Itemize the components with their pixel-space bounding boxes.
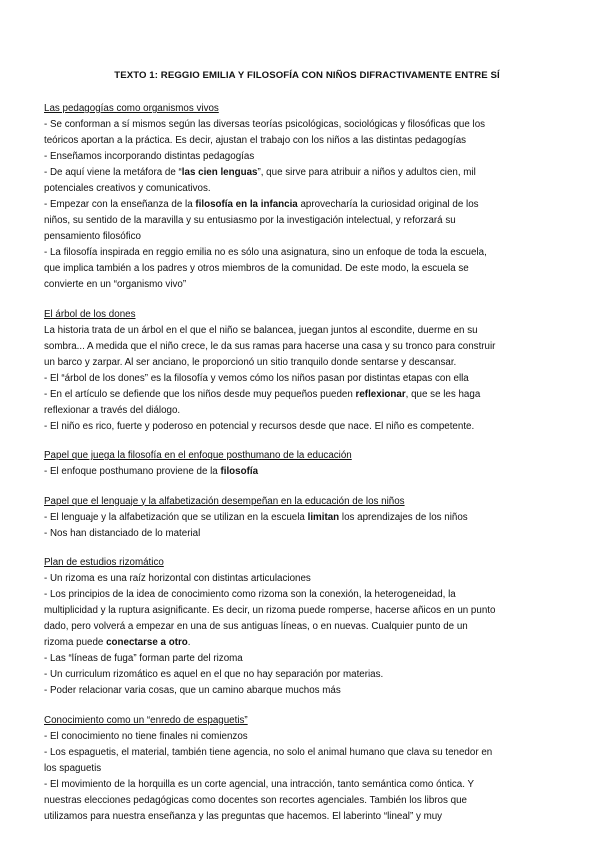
text-segment: rizoma puede	[44, 637, 107, 648]
bold-text: filosofía	[220, 466, 259, 477]
text-segment: - La filosofía inspirada en reggio emilia no es sólo una asignatura, sino un enfoque de toda la escuela,	[44, 247, 487, 258]
text-segment: teóricos aportan a la práctica. Es decir, ajustan el trabajo con los niños a las distintas pedagogías	[44, 135, 467, 146]
bold-text: filosofía en la infancia	[195, 199, 298, 210]
text-segment: - Un rizoma es una raíz horizontal con distintas articulaciones	[44, 573, 311, 584]
text-line	[44, 635, 570, 651]
text-line	[44, 229, 570, 245]
text-line	[44, 387, 570, 403]
text-segment: niños, su sentido de la maravilla y su entusiasmo por la investigación intelectual, y reforzará su	[44, 215, 456, 226]
text-segment: - De aquí viene la metáfora de “	[44, 167, 182, 178]
text-segment: sombra... A medida que el niño crece, le da sus ramas para hacerse una casa y su tronco para construir	[44, 340, 496, 352]
text-segment: - Las “líneas de fuga” forman parte del rizoma	[44, 653, 243, 664]
text-segment: - Se conforman a sí mismos según las diversas teorías psicológicas, sociológicas y filosóficas que los	[44, 119, 486, 130]
text-segment: - Enseñamos incorporando distintas pedagogías	[44, 151, 255, 162]
text-line	[44, 761, 570, 777]
section	[44, 494, 570, 542]
bold-text: limitan	[307, 511, 340, 523]
text-line	[44, 181, 570, 197]
text-segment: La historia trata de un árbol en el que el niño se balancea, juegan juntos al escondite, duerme en su	[44, 324, 478, 336]
text-line	[44, 355, 570, 371]
text-line	[44, 651, 570, 667]
text-line	[44, 526, 570, 542]
text-line	[44, 149, 570, 165]
document-body	[44, 101, 570, 825]
text-line	[44, 464, 570, 480]
text-segment: - Los espaguetis, el material, también tiene agencia, no solo el animal humano que clava su tenedor en	[44, 746, 493, 758]
section	[44, 448, 570, 480]
text-segment: - El niño es rico, fuerte y poderoso en potencial y recursos desde que nace. El niño es competente.	[44, 420, 475, 432]
text-segment: - Nos han distanciado de lo material	[44, 527, 201, 539]
text-line	[44, 683, 570, 699]
section	[44, 101, 570, 293]
text-segment: potenciales creativos y comunicativos.	[44, 183, 211, 194]
section-heading: Papel que el lenguaje y la alfabetización desempeñan en la educación de los niños	[44, 495, 405, 507]
text-segment: los aprendizajes de los niños	[339, 511, 468, 523]
text-line	[44, 619, 570, 635]
text-line	[44, 323, 570, 339]
text-segment: ”, que sirve para atribuir a niños y adultos cien, mil	[257, 167, 476, 178]
text-segment: - En el artículo se defiende que los niños desde muy pequeños pueden	[44, 388, 356, 400]
text-line	[44, 793, 570, 809]
text-line	[44, 777, 570, 793]
text-segment: - El enfoque posthumano proviene de la	[44, 466, 221, 477]
text-line	[44, 571, 570, 587]
text-segment: - El movimiento de la horquilla es un corte agencial, una intracción, tanto semántica como óntica. Y	[44, 778, 475, 790]
text-line	[44, 277, 570, 293]
text-segment: utilizamos para nuestra enseñanza y las preguntas que hacemos. El laberinto “lineal” y muy	[44, 810, 443, 822]
section	[44, 555, 570, 699]
text-segment: nuestras elecciones pedagógicas como docentes son recortes agenciales. También los libros que	[44, 794, 467, 806]
text-line	[44, 419, 570, 435]
section	[44, 713, 570, 825]
text-segment: .	[187, 637, 191, 648]
text-segment: - El “árbol de los dones” es la filosofía y vemos cómo los niños pasan por distintas etapas con ella	[44, 372, 469, 384]
text-line	[44, 745, 570, 761]
text-segment: - Un curriculum rizomático es aquel en el que no hay separación por materias.	[44, 669, 384, 680]
text-segment: multiplicidad y la ruptura asignificante. Es decir, un rizoma puede romperse, hacerse añicos en un punto	[44, 605, 496, 616]
section-heading: El árbol de los dones	[44, 308, 136, 320]
text-segment: - Los principios de la idea de conocimiento como rizoma son la conexión, la heterogeneidad, la	[44, 589, 456, 600]
text-line	[44, 197, 570, 213]
text-segment: , que se les haga	[405, 388, 481, 400]
text-line	[44, 371, 570, 387]
section-heading: Plan de estudios rizomático	[44, 557, 164, 568]
bold-text: las cien lenguas	[181, 167, 258, 178]
text-line	[44, 213, 570, 229]
text-segment: - Empezar con la enseñanza de la	[44, 199, 196, 210]
text-line	[44, 667, 570, 683]
text-line	[44, 339, 570, 355]
bold-text: conectarse a otro	[106, 637, 188, 648]
text-segment: pensamiento filosófico	[44, 231, 141, 242]
text-line	[44, 603, 570, 619]
section-heading: Las pedagogías como organismos vivos	[44, 103, 219, 114]
text-segment: dado, pero volverá a empezar en una de sus antiguas líneas, o en nuevas. Cualquier punto de un	[44, 621, 468, 632]
text-segment: reflexionar a través del diálogo.	[44, 404, 181, 416]
text-segment: - Poder relacionar varia cosas, que un camino abarque muchos más	[44, 685, 341, 696]
section-heading: Papel que juega la filosofía en el enfoque posthumano de la educación	[44, 450, 352, 461]
text-segment: - El conocimiento no tiene finales ni comienzos	[44, 730, 248, 742]
bold-text: reflexionar	[355, 388, 406, 400]
text-segment: convierte en un “organismo vivo”	[44, 279, 187, 290]
text-line	[44, 729, 570, 745]
text-line	[44, 403, 570, 419]
text-segment: aprovecharía la curiosidad original de los	[297, 199, 479, 210]
text-segment: - El lenguaje y la alfabetización que se utilizan en la escuela	[44, 511, 308, 523]
text-line	[44, 587, 570, 603]
section-heading: Conocimiento como un “enredo de espaguetis”	[44, 714, 248, 726]
text-line	[44, 245, 570, 261]
text-segment: los spaguetis	[44, 762, 102, 774]
text-line	[44, 809, 570, 825]
text-line	[44, 117, 570, 133]
text-line	[44, 133, 570, 149]
text-line	[44, 510, 570, 526]
text-line	[44, 165, 570, 181]
text-segment: que implica también a los padres y otros miembros de la comunidad. De este modo, la escuela se	[44, 263, 469, 274]
text-line	[44, 261, 570, 277]
document-title: TEXTO 1: REGGIO EMILIA Y FILOSOFÍA CON NIÑOS DIFRACTIVAMENTE ENTRE SÍ	[114, 70, 500, 81]
text-segment: un barco y zarpar. Al ser anciano, le proporcionó un sitio tranquilo donde sentarse y descansar.	[44, 356, 457, 368]
section	[44, 307, 570, 435]
